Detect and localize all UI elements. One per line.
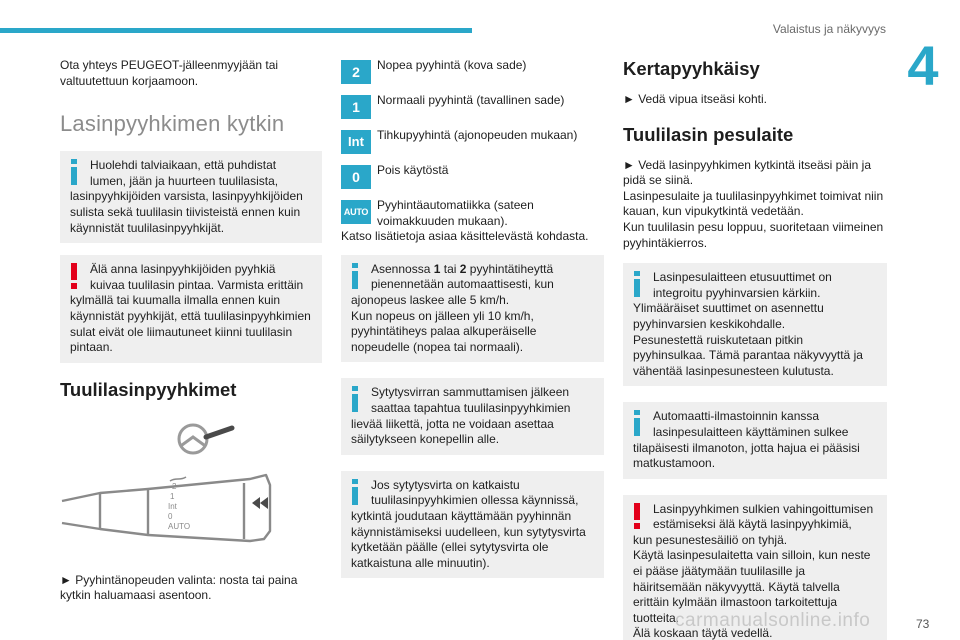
mode-text: Nopea pyyhintä (kova sade) <box>377 58 527 72</box>
info-box-winter <box>60 151 322 243</box>
info-box-lead: Sytytysvirran sammuttamisen jälkeen saattaa tapahtua tuulilasinpyyhkimien <box>371 385 571 415</box>
info-icon <box>71 159 77 185</box>
warning-box-text: kylmällä tai kuumalla ilmalla ennen kuin käynnistät pyyhkijät, että tuulilasinpyyhkimien sulat eivät ole liimautuneet kiinni tuulilasin pintaan. <box>70 293 311 355</box>
info-box-restart <box>341 471 604 579</box>
info-box-lead: Automaatti-ilmastoinnin kanssa lasinpesulaitteen käyttäminen sulkee <box>653 409 849 439</box>
mode-fast <box>341 58 604 83</box>
mode-text: Tihkupyyhintä (ajonopeuden mukaan) <box>377 128 578 142</box>
info-box-lead: Lasinpesulaitteen etusuuttimet on integroitu pyyhinvarsien kärkiin. <box>653 270 832 300</box>
speed-instruction: ► Pyyhintänopeuden valinta: nosta tai paina kytkin haluamaasi asentoon. <box>60 572 298 603</box>
lever-label: 0 <box>168 511 173 521</box>
wiper-lever-illustration <box>60 419 322 559</box>
section-title: Valaistus ja näkyvyys <box>772 22 886 36</box>
lever-label: AUTO <box>168 521 191 531</box>
info-icon <box>352 263 358 289</box>
info-box-air-intake <box>623 402 887 478</box>
mode-text: Pyyhintäautomatiikka (sateen voimakkuuden mukaan). <box>377 198 534 228</box>
info-box-lead: Asennossa 1 tai 2 pyyhintätiheyttä pienennetään automaattisesti, kun <box>371 261 554 292</box>
heading-windscreen-wipers: Tuulilasinpyyhkimet <box>60 378 237 400</box>
warning-icon <box>634 503 640 529</box>
heading-washer: Tuulilasin pesulaite <box>623 123 794 145</box>
info-box-lead: Jos sytytysvirta on katkaistu tuulilasinpyyhkimien ollessa käynnissä, <box>371 477 579 508</box>
warning-box-lead: Älä anna lasinpyyhkijöiden pyyhkiä kuivaa tuulilasin pintaa. Varmista erittäin <box>90 262 304 292</box>
intro-text: Ota yhteys PEUGEOT-jälleenmyyjään tai valtuutettuun korjaamoon. <box>60 58 279 88</box>
warning-box-text: kun pesunestesäiliö on tyhjä. Käytä lasinpesulaitetta vain silloin, kun neste ei pääse jäätymään tuulilasille ja häiritsemään näkyvyyttä. Käytä talvella erittäin kylmään ilmastoon tarkoitettuja tuotteita. Älä koskaan täytä vedellä. <box>633 532 871 640</box>
see-more-note: Katso lisätietoja asiaa käsittelevästä kohdasta. <box>341 229 589 244</box>
info-box-text: lievää liikettä, jotta ne voidaan asettaa säilytykseen konepellin alle. <box>351 416 554 447</box>
lever-label: Int <box>168 501 177 511</box>
info-icon <box>634 410 640 436</box>
info-icon <box>352 479 358 505</box>
info-box-text: kytkintä joudutaan käyttämään pyyhinnän käynnistämiseksi uudelleen, kun sytytysvirta kytketään päälle (ellei sytytysvirta ole katkaistuna alle minuutin). <box>351 508 586 570</box>
heading-single-wipe: Kertapyyhkäisy <box>623 58 760 79</box>
header-accent-bar <box>0 28 472 33</box>
mode-int-icon: Int <box>341 130 371 154</box>
wiper-lever-icon <box>60 419 322 559</box>
watermark-text: carmanualsonline.info <box>675 610 871 631</box>
info-box-text: lasinpyyhkijöiden varsista, lasinpyyhkijöiden sulista sekä tuulilasin tiivisteistä ennen kuin käynnistät tuulilasinpyyhkijät. <box>70 189 303 235</box>
info-box-speed <box>341 255 604 363</box>
info-icon <box>634 271 640 297</box>
heading-wiper-switch: Lasinpyyhkimen kytkin <box>60 111 285 137</box>
mode-2-icon: 2 <box>341 60 371 84</box>
column-left <box>60 58 322 604</box>
warning-box-dry <box>60 255 322 363</box>
mode-1-icon: 1 <box>341 95 371 119</box>
info-box-nozzles <box>623 263 887 386</box>
mode-text: Normaali pyyhintä (tavallinen sade) <box>377 93 565 107</box>
column-right <box>623 58 887 640</box>
mode-auto <box>341 198 604 229</box>
info-box-lead: Huolehdi talviaikaan, että puhdistat lumen, jään ja huurteen tuulilasista, <box>90 158 279 188</box>
chapter-number: 4 <box>907 34 939 97</box>
mode-off <box>341 163 604 188</box>
page-number: 73 <box>916 617 930 631</box>
info-box-ignition-off <box>341 378 604 454</box>
mode-0-icon: 0 <box>341 165 371 189</box>
info-box-text: tilapäisesti ilmanoton, jotta hajua ei pääsisi matkustamoon. <box>633 440 860 471</box>
washer-text: ► Vedä lasinpyyhkimen kytkintä itseäsi päin ja pidä se siinä. Lasinpesulaite ja tuulilasinpyyhkimet toimivat niin kauan, kun vipukytkintä vedetään. Kun tuulilasin pesu loppuu, suoritetaan viimeinen pyyhintäkierros. <box>623 157 884 250</box>
warning-icon <box>71 263 77 289</box>
column-middle <box>341 58 604 590</box>
mode-normal <box>341 93 604 118</box>
lever-label: 2 <box>172 481 177 491</box>
lever-label: 1 <box>170 491 175 501</box>
info-icon <box>352 386 358 412</box>
mode-text: Pois käytöstä <box>377 163 449 177</box>
warning-box-lead: Lasinpyyhkimen sulkien vahingoittumisen estämiseksi älä käytä lasinpyyhkimiä, <box>653 501 874 532</box>
mode-intermittent <box>341 128 604 153</box>
info-box-text: Ylimääräiset suuttimet on asennettu pyyhinvarsien keskikohdalle. Pesunestettä ruiskutetaan pitkin pyyhinsulkaa. Tämä parantaa näkyvyyttä ja vähentää lasinpesunesteen kulutusta. <box>633 301 863 378</box>
info-box-text: ajonopeus laskee alle 5 km/h. Kun nopeus on jälleen yli 10 km/h, pyyhintätiheys palaa alkuperäiselle nopeudelle (nopea tai normaali). <box>351 292 537 354</box>
mode-auto-icon: AUTO <box>341 200 371 224</box>
single-wipe-text: ► Vedä vipua itseäsi kohti. <box>623 92 767 106</box>
